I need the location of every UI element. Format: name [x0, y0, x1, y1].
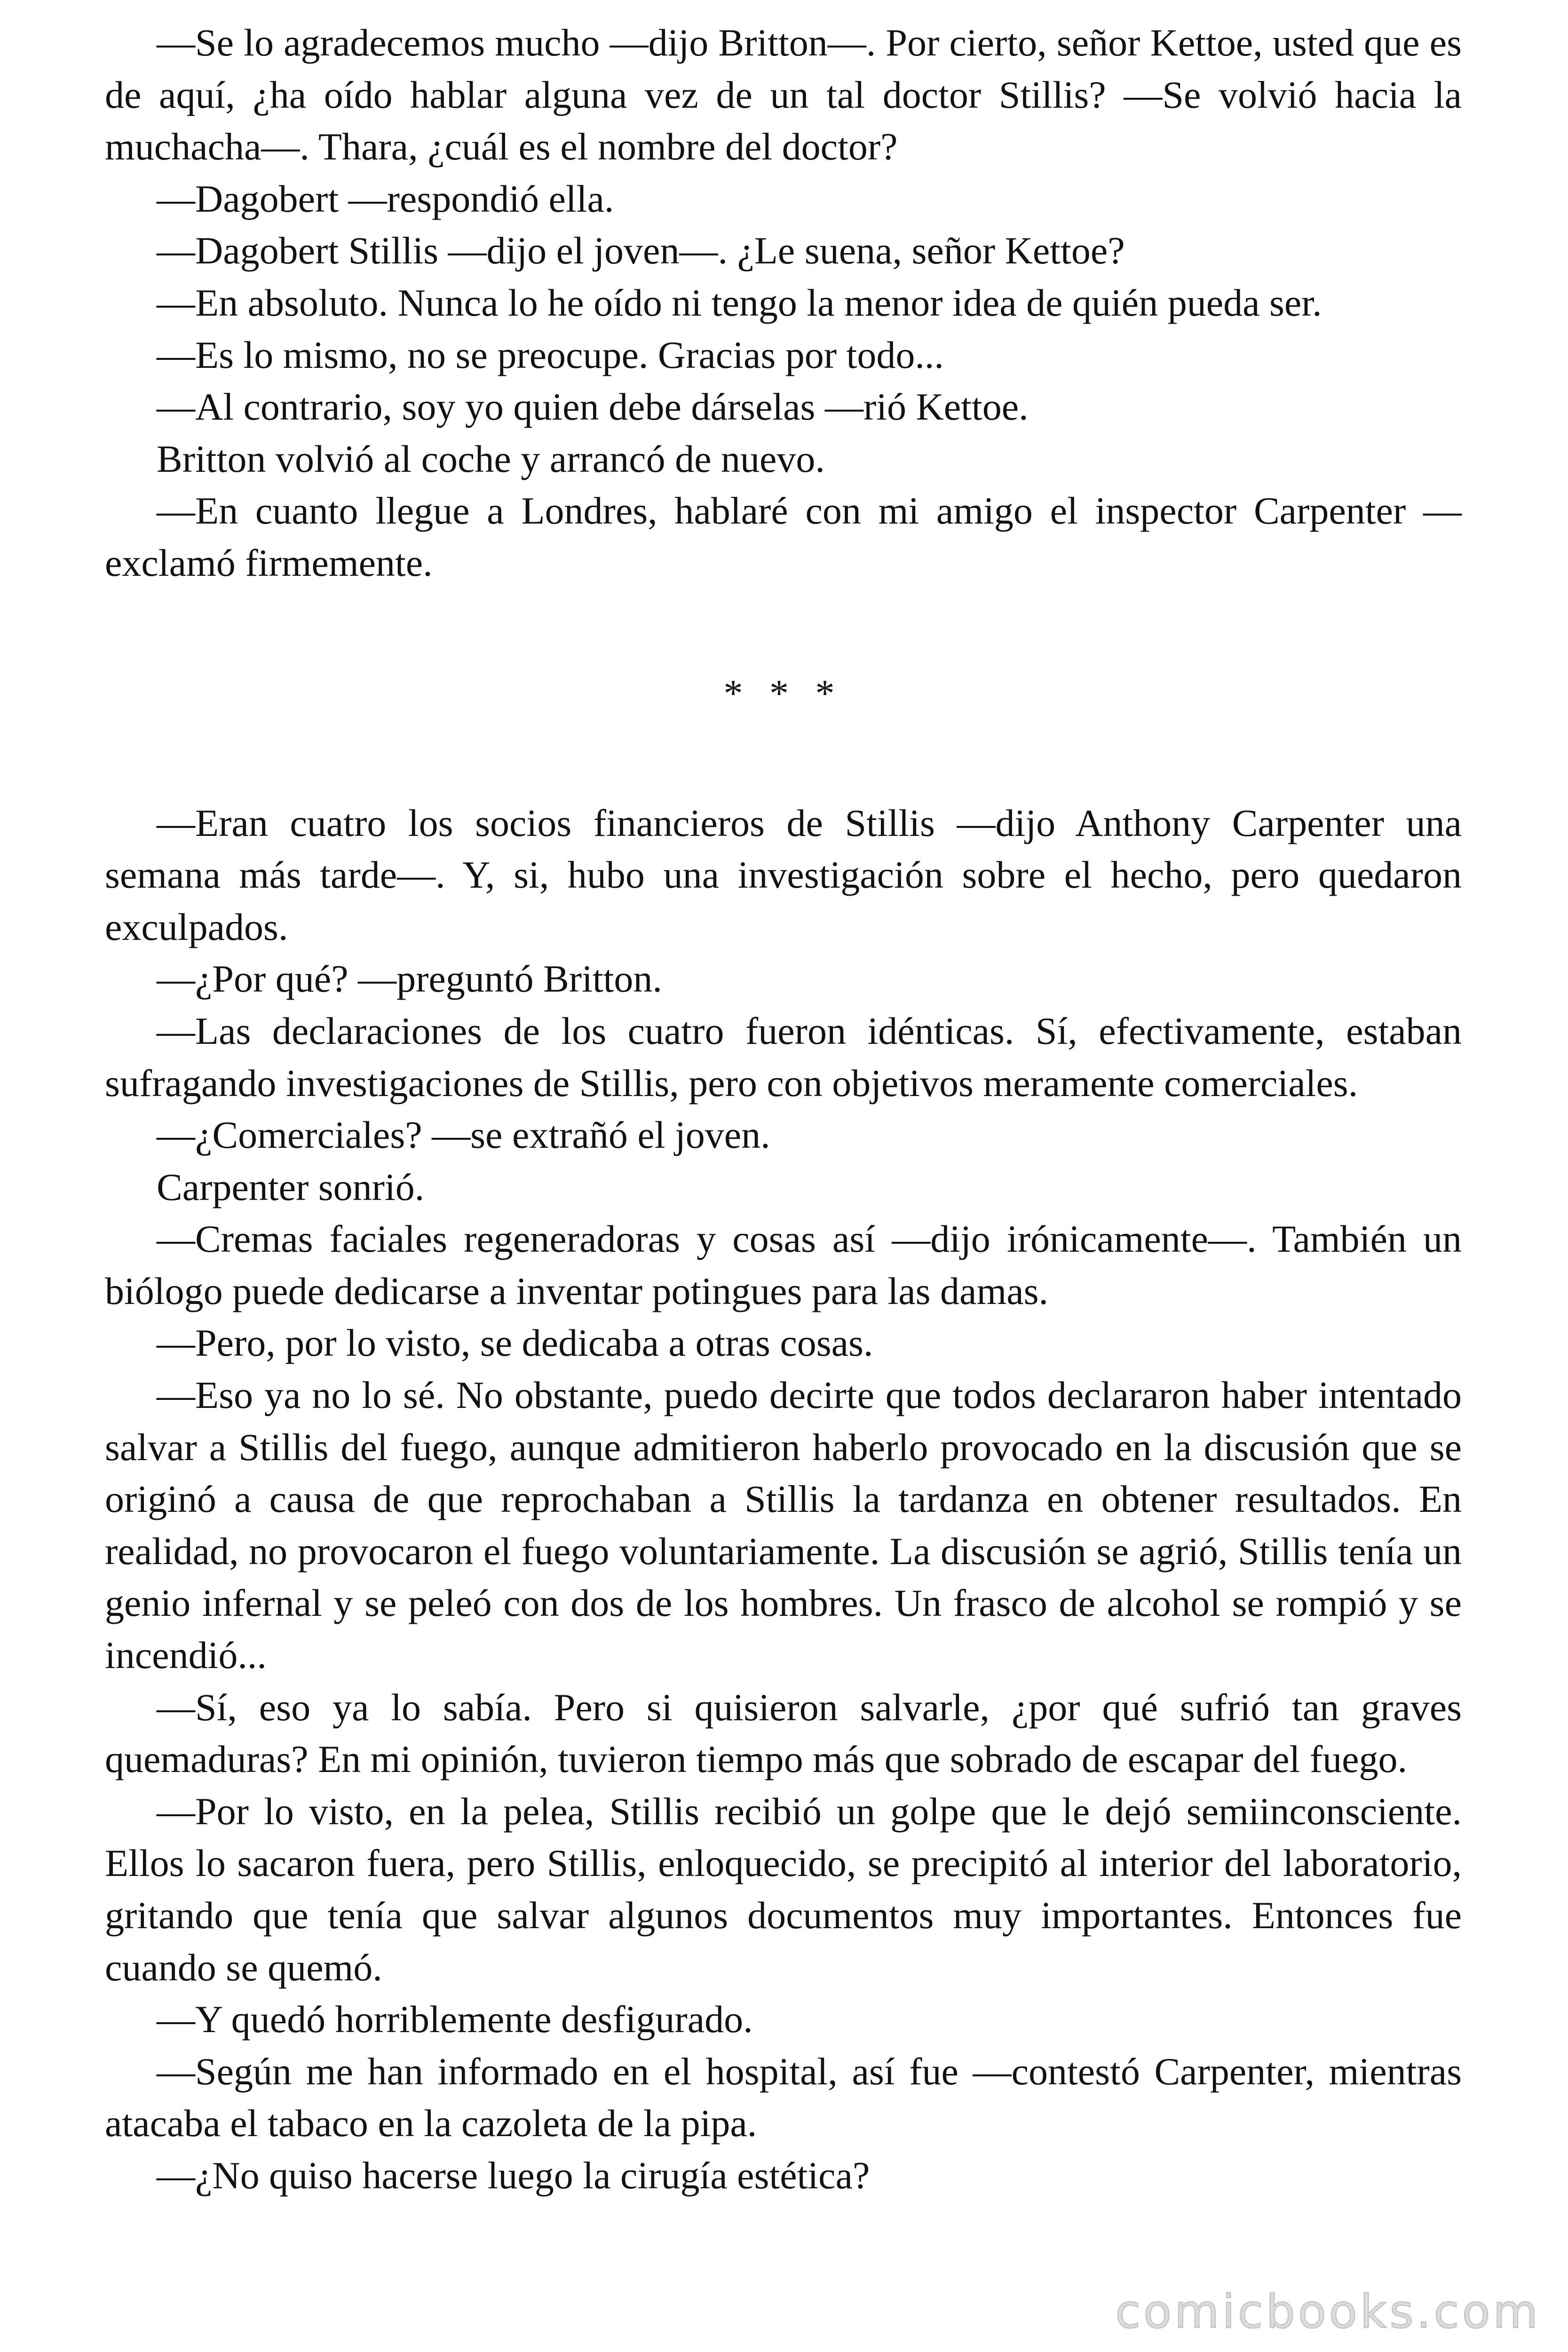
paragraph: —Pero, por lo visto, se dedicaba a otras cosas. — [157, 1321, 873, 1365]
paragraph: Britton volvió al coche y arrancó de nuevo. — [157, 437, 825, 480]
paragraph: —Dagobert Stillis —dijo el joven—. ¿Le suena, señor Kettoe? — [157, 229, 1125, 272]
paragraph: —Y quedó horriblemente desfigurado. — [157, 1998, 753, 2041]
paragraph: —Las declaraciones de los cuatro fueron idénticas. Sí, efectivamente, estaban sufragando investigaciones de Stillis, pero con objetivos meramente comerciales. — [105, 1009, 1462, 1104]
paragraph: —¿Comerciales? —se extrañó el joven. — [157, 1113, 770, 1157]
paragraph: —Al contrario, soy yo quien debe dárselas —rió Kettoe. — [157, 385, 1029, 429]
paragraph: —En absoluto. Nunca lo he oído ni tengo la menor idea de quién pueda ser. — [157, 281, 1322, 324]
paragraph: —Dagobert —respondió ella. — [157, 177, 614, 220]
paragraph: —Por lo visto, en la pelea, Stillis recibió un golpe que le dejó semiinconsciente. Ellos lo sacaron fuera, pero Stillis, enloquecido, se precipitó al interior del laboratorio, gritando que tenía que salvar algunos documentos muy importantes. Entonces fue cuando se quemó. — [105, 1789, 1462, 1989]
section-separator: * * * — [723, 671, 843, 715]
paragraph: —Es lo mismo, no se preocupe. Gracias por todo... — [157, 333, 944, 376]
paragraph: —Según me han informado en el hospital, así fue —contestó Carpenter, mientras atacaba el tabaco en la cazoleta de la pipa. — [105, 2050, 1462, 2145]
paragraph: —Cremas faciales regeneradoras y cosas así —dijo irónicamente—. También un biólogo puede dedicarse a inventar potingues para las damas. — [105, 1217, 1462, 1312]
paragraph: —En cuanto llegue a Londres, hablaré con mi amigo el inspector Carpenter —exclamó firmemente. — [105, 489, 1462, 584]
page-body — [105, 17, 1462, 2202]
paragraph: —Sí, eso ya lo sabía. Pero si quisieron salvarle, ¿por qué sufrió tan graves quemaduras? En mi opinión, tuvieron tiempo más que sobrado de escapar del fuego. — [105, 1685, 1462, 1781]
paragraph: —¿Por qué? —preguntó Britton. — [157, 957, 662, 1001]
watermark: comicbooks.com — [1115, 2285, 1541, 2339]
paragraph: Carpenter sonrió. — [157, 1165, 425, 1208]
paragraph: —¿No quiso hacerse luego la cirugía estética? — [157, 2153, 870, 2197]
paragraph: —Eso ya no lo sé. No obstante, puedo decirte que todos declararon haber intentado salvar a Stillis del fuego, aunque admitieron haberlo provocado en la discusión que se originó a causa de que reprochaban a Stillis la tardanza en obtener resultados. En realidad, no provocaron el fuego voluntariamente. La discusión se agrió, Stillis tenía un genio infernal y se peleó con dos de los hombres. Un frasco de alcohol se rompió y se incendió... — [105, 1374, 1462, 1677]
paragraph: —Se lo agradecemos mucho —dijo Britton—. Por cierto, señor Kettoe, usted que es de aquí, ¿ha oído hablar alguna vez de un tal doctor Stillis? —Se volvió hacia la muchacha—. Thara, ¿cuál es el nombre del doctor? — [105, 21, 1462, 168]
paragraph: —Eran cuatro los socios financieros de Stillis —dijo Anthony Carpenter una semana más tarde—. Y, si, hubo una investigación sobre el hecho, pero quedaron exculpados. — [105, 801, 1462, 948]
